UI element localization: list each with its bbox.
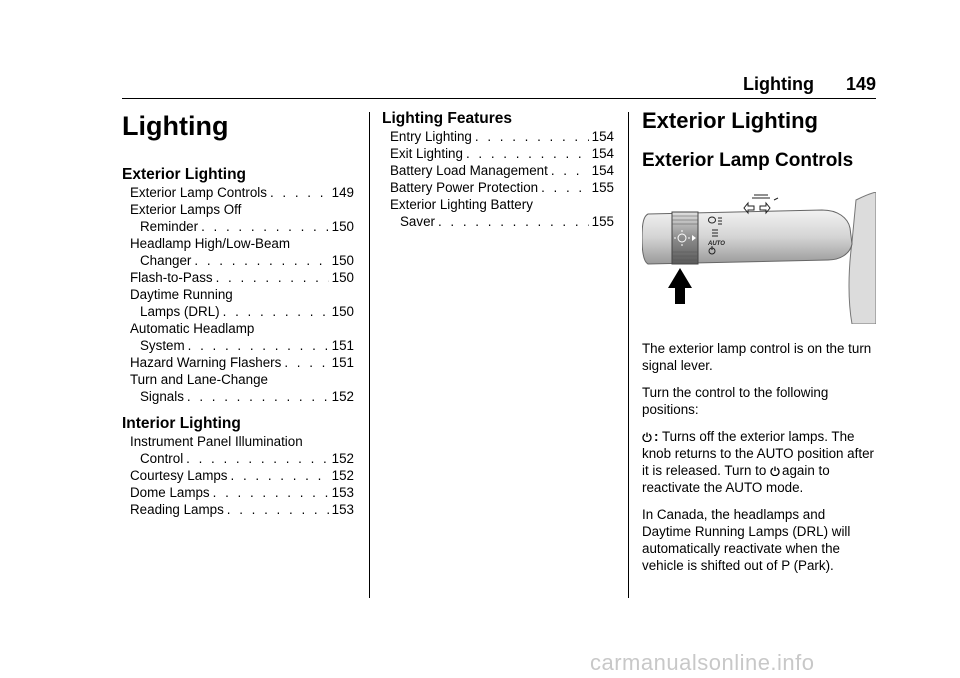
toc-entry[interactable]: Exterior Lighting Battery Saver . . . 155 bbox=[390, 196, 614, 230]
toc-entry[interactable]: Battery Power Protection . . . 155 bbox=[390, 179, 614, 196]
paragraph: In Canada, the headlamps and Daytime Running Lamps (DRL) will automatically reactivate when the vehicle is shifted out of P (Park). bbox=[642, 507, 851, 573]
toc-entry[interactable]: Turn and Lane-Change Signals . . . 152 bbox=[130, 371, 354, 405]
toc-section-heading: Lighting Features bbox=[382, 110, 513, 127]
toc-column-1 bbox=[122, 110, 354, 528]
toc-entry[interactable]: Courtesy Lamps . . . 152 bbox=[130, 467, 354, 484]
svg-text:AUTO: AUTO bbox=[708, 241, 725, 247]
chapter-title: Lighting bbox=[122, 111, 229, 141]
toc-entry[interactable]: Exterior Lamp Controls . . . 149 bbox=[130, 184, 354, 201]
toc-entry[interactable]: Exit Lighting . . . 154 bbox=[390, 145, 614, 162]
toc-entry[interactable]: Automatic Headlamp System . . . 151 bbox=[130, 320, 354, 354]
toc-list bbox=[390, 128, 614, 230]
toc-list bbox=[130, 184, 354, 405]
content-column bbox=[642, 108, 876, 584]
header-section-title: Lighting bbox=[742, 74, 814, 94]
toc-entry[interactable]: Flash-to-Pass . . . 150 bbox=[130, 269, 354, 286]
paragraph: The exterior lamp control is on the turn signal lever. bbox=[642, 341, 872, 373]
toc-entry[interactable]: Hazard Warning Flashers . . . 151 bbox=[130, 354, 354, 371]
symbol-separator: : bbox=[654, 429, 659, 444]
toc-entry[interactable]: Battery Load Management . . . 154 bbox=[390, 162, 614, 179]
power-off-icon bbox=[642, 432, 652, 442]
toc-entry[interactable]: Dome Lamps . . . 153 bbox=[130, 484, 354, 501]
toc-entry[interactable]: Headlamp High/Low-Beam Changer . . . 150 bbox=[130, 235, 354, 269]
paragraph-text: again to reactivate the AUTO mode. bbox=[642, 463, 830, 495]
toc-entry[interactable]: Daytime Running Lamps (DRL) . . . 150 bbox=[130, 286, 354, 320]
header-page-number: 149 bbox=[845, 74, 876, 94]
power-off-icon bbox=[770, 466, 780, 476]
paragraph-text: Turns off the exterior lamps. The knob returns to the AUTO position after it is released. Turn to bbox=[642, 429, 874, 478]
toc-list bbox=[130, 433, 354, 518]
column-divider-2 bbox=[628, 112, 629, 598]
watermark: carmanualsonline.info bbox=[590, 650, 815, 675]
toc-entry[interactable]: Reading Lamps . . . 153 bbox=[130, 501, 354, 518]
content-heading: Exterior Lighting bbox=[642, 108, 818, 133]
toc-column-2 bbox=[382, 110, 614, 240]
paragraph bbox=[642, 428, 876, 496]
content-subheading: Exterior Lamp Controls bbox=[642, 150, 854, 171]
toc-entry[interactable]: Instrument Panel Illumination Control . . . 152 bbox=[130, 433, 354, 467]
paragraph: Turn the control to the following positions: bbox=[642, 385, 829, 417]
page-header bbox=[743, 74, 876, 95]
toc-section-heading: Exterior Lighting bbox=[122, 166, 246, 183]
turn-signal-lever-illustration bbox=[642, 192, 876, 324]
toc-entry[interactable]: Entry Lighting . . . 154 bbox=[390, 128, 614, 145]
column-divider-1 bbox=[369, 112, 370, 598]
header-rule bbox=[122, 98, 876, 99]
toc-entry[interactable]: Exterior Lamps Off Reminder . . . 150 bbox=[130, 201, 354, 235]
toc-section-heading: Interior Lighting bbox=[122, 415, 241, 432]
